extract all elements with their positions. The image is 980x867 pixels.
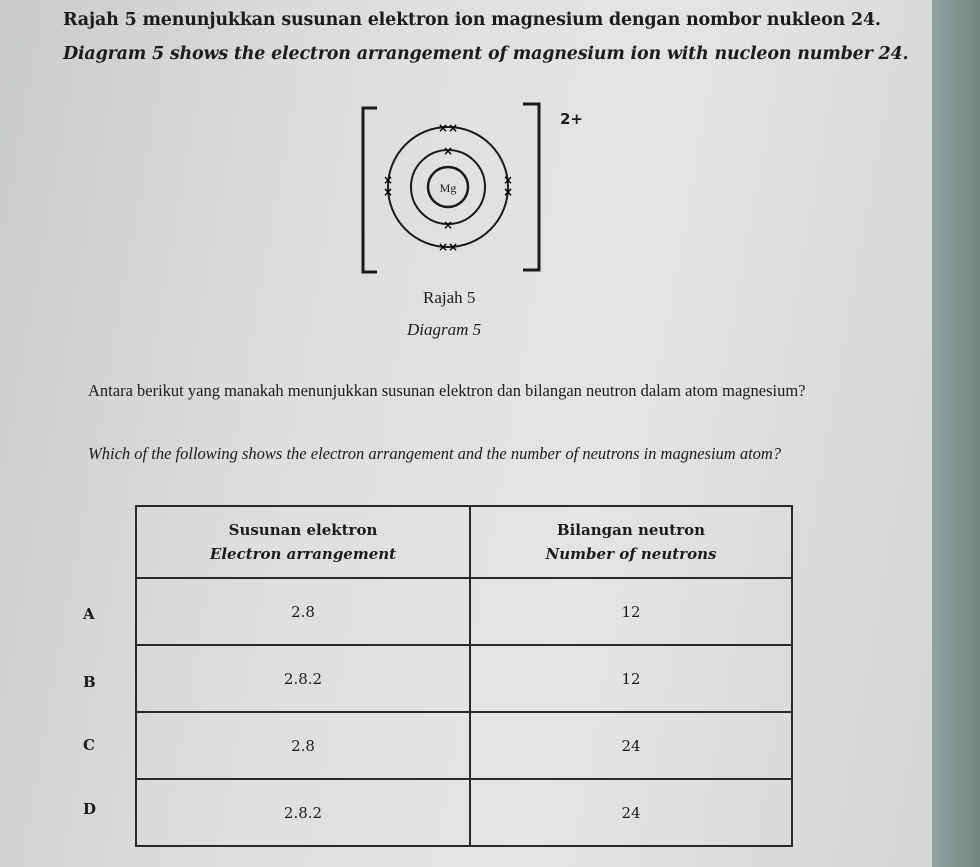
cell-arrangement: 2.8.2 — [136, 645, 470, 712]
header-label-english: Electron arrangement — [209, 545, 397, 563]
cell-neutrons: 24 — [470, 712, 792, 779]
right-bracket — [523, 104, 539, 270]
question-prompt-malay: Antara berikut yang manakah menunjukkan susunan elektron dan bilangan neutron dalam atom magnesium? — [88, 381, 806, 400]
header-label-malay: Bilangan neutron — [556, 521, 706, 539]
question-prompt-english: Which of the following shows the electron arrangement and the number of neutrons in magnesium atom? — [88, 444, 782, 463]
header-electron-arrangement — [136, 506, 470, 578]
electron-marker: × — [502, 185, 514, 199]
option-label-a[interactable]: A — [83, 605, 95, 623]
table-row — [136, 645, 792, 712]
electron-marker: × — [382, 185, 394, 199]
answer-table — [135, 505, 793, 847]
ion-charge: 2+ — [560, 110, 584, 128]
table-row — [136, 712, 792, 779]
cell-arrangement: 2.8 — [136, 712, 470, 779]
electron-marker: × — [437, 121, 449, 135]
cell-neutrons: 12 — [470, 645, 792, 712]
electron-marker: × — [447, 240, 459, 254]
cell-neutrons: 24 — [470, 779, 792, 846]
header-label-english: Number of neutrons — [545, 545, 717, 563]
electron-marker: × — [502, 173, 514, 187]
left-bracket — [363, 108, 377, 272]
header-number-of-neutrons — [470, 506, 792, 578]
electron-marker: × — [447, 121, 459, 135]
electron-marker: × — [382, 173, 394, 187]
option-label-c[interactable]: C — [83, 736, 95, 754]
electron-marker: × — [437, 240, 449, 254]
option-label-b[interactable]: B — [83, 673, 96, 691]
electron-diagram — [355, 100, 585, 280]
cell-arrangement: 2.8 — [136, 578, 470, 645]
cell-arrangement: 2.8.2 — [136, 779, 470, 846]
question-title-english: Diagram 5 shows the electron arrangement of magnesium ion with nucleon number 24. — [63, 44, 909, 64]
question-title-malay: Rajah 5 menunjukkan susunan elektron ion magnesium dengan nombor nukleon 24. — [63, 10, 881, 30]
cell-neutrons: 12 — [470, 578, 792, 645]
diagram-caption-english: Diagram 5 — [407, 320, 482, 339]
electron-marker: × — [442, 144, 454, 158]
nucleus-label: Mg — [439, 181, 457, 195]
table-row — [136, 578, 792, 645]
option-label-d[interactable]: D — [83, 800, 97, 818]
table-row — [136, 779, 792, 846]
table-header-row — [136, 506, 792, 578]
header-label-malay: Susunan elektron — [228, 521, 378, 539]
diagram-caption-malay: Rajah 5 — [423, 288, 476, 307]
electron-marker: × — [442, 218, 454, 232]
